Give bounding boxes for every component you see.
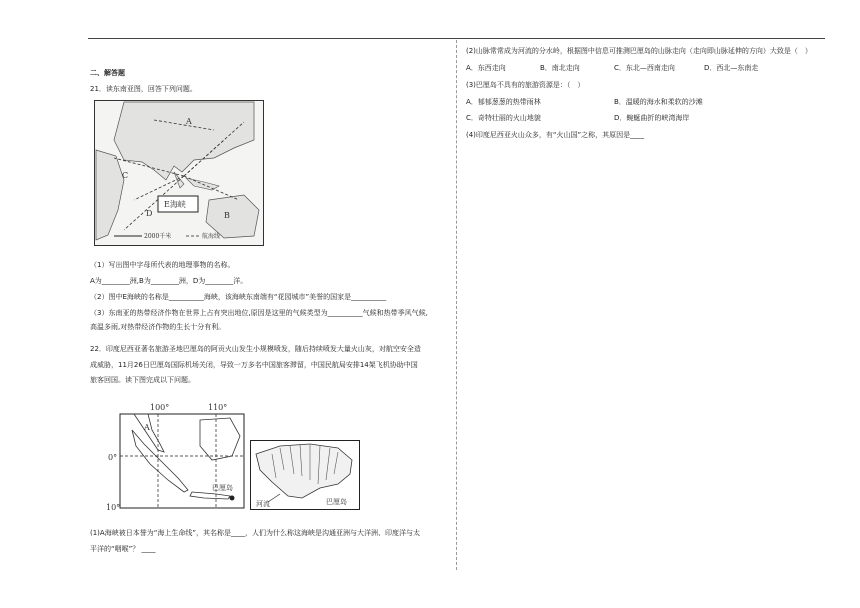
map-label-a: A bbox=[186, 117, 192, 126]
q22-sub2-option-c: C．东北—西南走向 bbox=[614, 64, 675, 72]
header-rule bbox=[88, 38, 825, 39]
strait-label-a: A bbox=[144, 423, 150, 432]
q21-sub1: （1）写出图中字母所代表的地理事物的名称。 bbox=[90, 261, 235, 269]
strait-box-label: E海峡 bbox=[164, 200, 186, 209]
q22-sub2-option-a: A．东西走向 bbox=[466, 64, 506, 72]
indonesia-map bbox=[104, 400, 250, 516]
scale-label: 2000千米 bbox=[144, 233, 172, 240]
map-label-c: C bbox=[122, 171, 129, 180]
q21-sub3-line1: （3）东南亚的热带经济作物在世界上占有突出地位,原因是这里的气候类型为__________气候和热带季风气候, bbox=[90, 309, 428, 317]
q21-sub2: （2）图中E海峡的名称是__________海峡，该海峡东南端有“花园城市”美誉的国家是__________ bbox=[90, 293, 387, 301]
lat-10-label: 10° bbox=[106, 503, 121, 512]
q22-sub3-option-c: C．奇特壮丽的火山地貌 bbox=[466, 114, 541, 122]
q21-sub1-fill: A为________洲,B为________洲，D为________洋。 bbox=[90, 277, 248, 285]
bali-detail-map bbox=[250, 440, 360, 510]
q22-sub2: (2)山脉常常成为河流的分水岭，根据图中信息可推测巴厘岛的山脉走向（走向即山脉延伸的方向）大致是（ ） bbox=[466, 47, 812, 55]
q22-sub3: (3)巴厘岛不具有的旅游资源是：（ ） bbox=[466, 81, 585, 89]
q22-sub2-option-b: B．南北走向 bbox=[540, 64, 580, 72]
q22-sub3-option-b: B．温暖的海水和柔软的沙滩 bbox=[614, 98, 703, 106]
lon-100-label: 100° bbox=[150, 403, 170, 412]
section-title: 二、解答题 bbox=[90, 69, 125, 77]
q21-stem: 21．读东南亚图，回答下列问题。 bbox=[90, 85, 197, 93]
column-divider bbox=[456, 40, 457, 570]
river-label: 河流 bbox=[256, 500, 270, 508]
q22-sub1-line1: (1)A海峡被日本誉为“海上生命线”，其名称是____，人们为什么称这海峡是沟通亚洲与大洋洲、印度洋与太 bbox=[90, 529, 420, 537]
bali-label-small: 巴厘岛 bbox=[212, 484, 233, 492]
q22-intro-line1: 22．印度尼西亚著名旅游圣地巴厘岛的阿贡火山发生小规模喷发，随后持续喷发大量火山灰，对航空安全造 bbox=[90, 345, 421, 353]
q22-sub1-line2: 平洋的“咽喉”？ ____ bbox=[90, 545, 156, 553]
q22-sub3-option-d: D．蜿蜒曲折的峡湾海岸 bbox=[614, 114, 690, 122]
lat-0-label: 0° bbox=[108, 453, 118, 462]
bali-label: 巴厘岛 bbox=[326, 498, 347, 506]
bali-marker bbox=[230, 496, 235, 501]
southeast-asia-map bbox=[94, 100, 264, 246]
legend-label: 航海线 bbox=[202, 233, 221, 240]
q22-sub2-option-d: D．西北—东南走 bbox=[704, 64, 759, 72]
q22-intro-line3: 旅客回国。读下图完成以下问题。 bbox=[90, 376, 195, 384]
map-label-b: B bbox=[224, 211, 230, 220]
q21-sub3-line2: 高温多雨,对热带经济作物的生长十分有利。 bbox=[90, 323, 226, 331]
q22-intro-line2: 成威胁，11月26日巴厘岛国际机场关闭，导致一万多名中国旅客滞留，中国民航局安排14架飞机协助中国 bbox=[90, 361, 418, 369]
q22-sub3-option-a: A．郁郁葱葱的热带雨林 bbox=[466, 98, 541, 106]
lon-110-label: 110° bbox=[208, 403, 228, 412]
q22-sub4: (4)印度尼西亚火山众多，有“火山国”之称，其原因是____ bbox=[466, 131, 645, 139]
map-label-d: D bbox=[146, 209, 153, 218]
